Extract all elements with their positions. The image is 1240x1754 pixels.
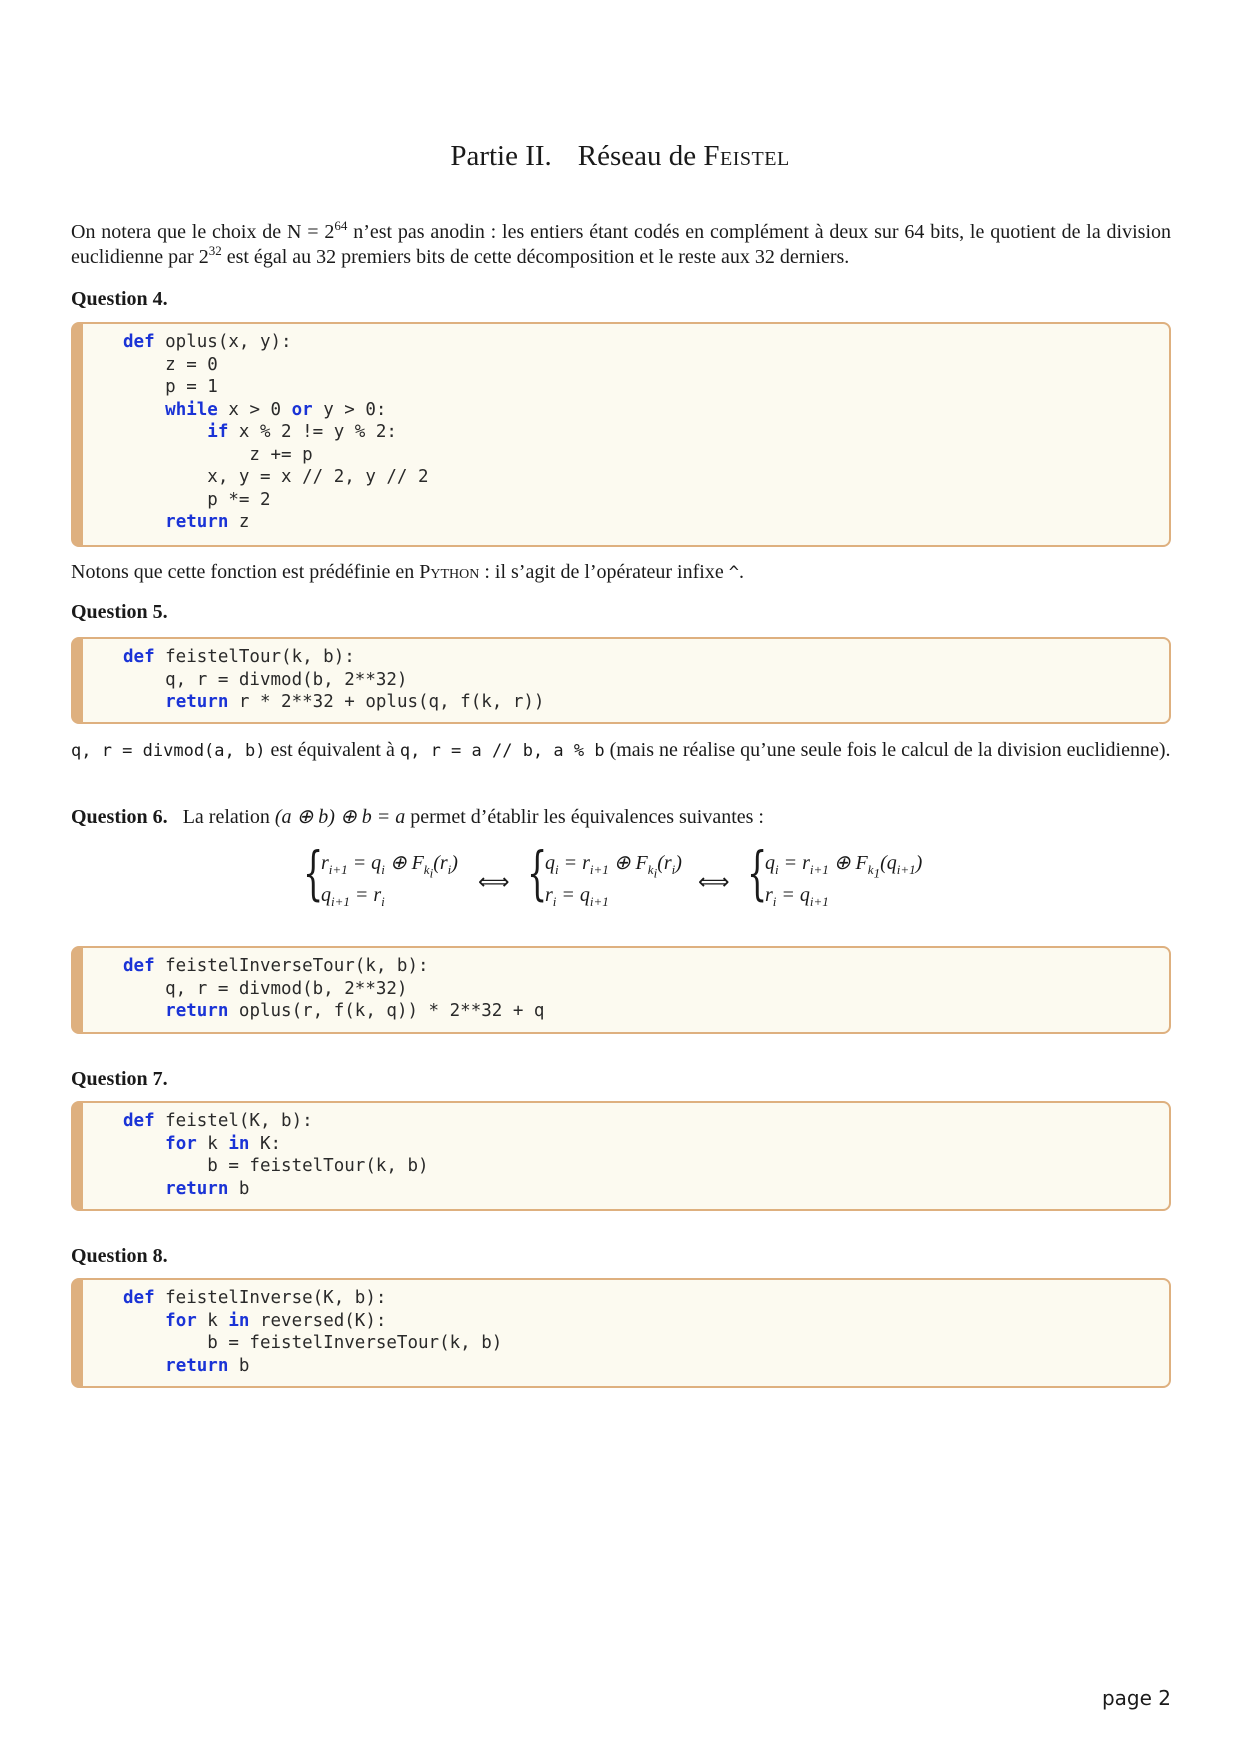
- question-8-label: Question 8.: [71, 1245, 168, 1267]
- q4-note: Notons que cette fonction est prédéfinie en Python : il s’agit de l’opérateur infixe ^.: [71, 561, 744, 583]
- code-line: return oplus(r, f(k, q)) * 2**32 + q: [165, 1001, 545, 1021]
- question-5-label: Question 5.: [71, 601, 168, 623]
- document-page: Partie II. Réseau de Feistel On notera que le choix de $N = 2^{64}$ n’est pas anodin : les entiers étant codés en complément à deux sur 64 bits, le quotient de la division euclidienne par $2^{32}$ est égal au 32 premiers bits de cette décomposition et le reste aux 32 derniers. Question 4. def oplus(x, y): z = 0 p = 1 while x > 0 or y > 0: if x % 2 != y % 2: z += p x, y = x // 2, y // 2 p *= 2 return z Notons que cette fonction est prédéfinie en Python : il s’agit de l’opérateur infixe ^. Question 5. def feistelTour(k, b): q, r = divmod(b, 2**32) return r * 2**32 + oplus(q, f(k, r)) q, r = divmod(a, b) est équivalent à q, r = a // b, a % b (mais ne réalise qu’une seule fois le calcul de la division euclidienne). Question 6. La relation (a ⊕ b) ⊕ b = a permet d’établir les équivalences suivantes : { $r_{i+1} = q_i$ ⊕ $F_{k_i}(r_i)$ $q_{i+1} = r_i$ ⟺ { $q_i = r_{i+1}$ ⊕ $F_{k_i}(r_i)$ $r_i = q_{i+1}$ ⟺ { $q_i = r_{i+1}$ ⊕ $F_{k_1}(q_{i+1})$ $r_i = q_{i+1}$ def feistelInverseTour(k, b): q, r = divmod(b, 2**32) return oplus(r, f(k, q)) * 2**32 + q Question 7. def feistel(K, b): for k in K: b = feistelTour(k, b) return b Question 8. def feistelInverse(K, b): for k in reversed(K): b = feistelInverseTour(k, b) return b page 2: [0, 0, 1240, 1754]
- code-line: while x > 0 or y > 0:: [165, 399, 387, 420]
- code-line: p = 1: [123, 377, 218, 397]
- code-block-oplus: [71, 322, 1171, 547]
- code-line: z += p: [123, 444, 313, 465]
- code-line: z = 0: [123, 354, 218, 375]
- code-line: def feistelInverseTour(k, b):: [123, 956, 429, 976]
- code-line: def feistelTour(k, b):: [123, 647, 355, 667]
- question-7-label: Question 7.: [71, 1068, 168, 1090]
- code-line: return b: [165, 1355, 250, 1376]
- q5-note: q, r = divmod(a, b) est équivalent à q, r = a // b, a % b (mais ne réalise qu’une seule fois le calcul de la division euclidienne).: [71, 739, 1171, 761]
- code-line: return r * 2**32 + oplus(q, f(k, r)): [165, 692, 545, 712]
- code-line: q, r = divmod(b, 2**32): [123, 978, 408, 999]
- code-block-feistel-inverse-tour: [71, 946, 1171, 1034]
- section-title: [0, 140, 1240, 173]
- equivalence-arrow-2: ⟺: [698, 870, 730, 895]
- page-number: page 2: [1101, 1686, 1171, 1710]
- code-line: for k in reversed(K):: [165, 1310, 387, 1331]
- code-block-feistel: [71, 1101, 1171, 1211]
- code-block-feistel-inverse: [71, 1278, 1171, 1388]
- section-heading-name: Feistel: [703, 140, 790, 172]
- code-line: if x % 2 != y % 2:: [207, 422, 397, 442]
- question-6-label: Question 6.: [71, 806, 168, 828]
- code-line: def feistel(K, b):: [123, 1111, 313, 1131]
- code-line: x, y = x // 2, y // 2: [123, 467, 429, 487]
- code-block-feistel-tour: [71, 637, 1171, 724]
- code-line: b = feistelTour(k, b): [123, 1156, 429, 1176]
- equivalence-arrow-1: ⟺: [478, 870, 510, 895]
- section-heading: Réseau de: [577, 140, 704, 172]
- code-line: return b: [165, 1178, 250, 1199]
- code-line: q, r = divmod(b, 2**32): [123, 669, 408, 690]
- intro-paragraph: On notera que le choix de $N = 2^{64}$ n’est pas anodin : les entiers étant codés en complément à deux sur 64 bits, le quotient de la division euclidienne par $2^{32}$ est égal au 32 premiers bits de cette décomposition et le reste aux 32 derniers.: [71, 218, 1171, 268]
- code-line: def feistelInverse(K, b):: [123, 1288, 387, 1308]
- code-line: def oplus(x, y):: [123, 332, 292, 352]
- code-line: for k in K:: [165, 1133, 282, 1154]
- code-line: return z: [165, 512, 250, 532]
- code-line: p *= 2: [123, 489, 271, 510]
- code-line: b = feistelInverseTour(k, b): [123, 1333, 503, 1353]
- q6-intro: Question 6. La relation (a ⊕ b) ⊕ b = a permet d’établir les équivalences suivantes :: [71, 806, 764, 828]
- section-number: Partie II.: [450, 140, 552, 172]
- question-4-label: Question 4.: [71, 288, 168, 310]
